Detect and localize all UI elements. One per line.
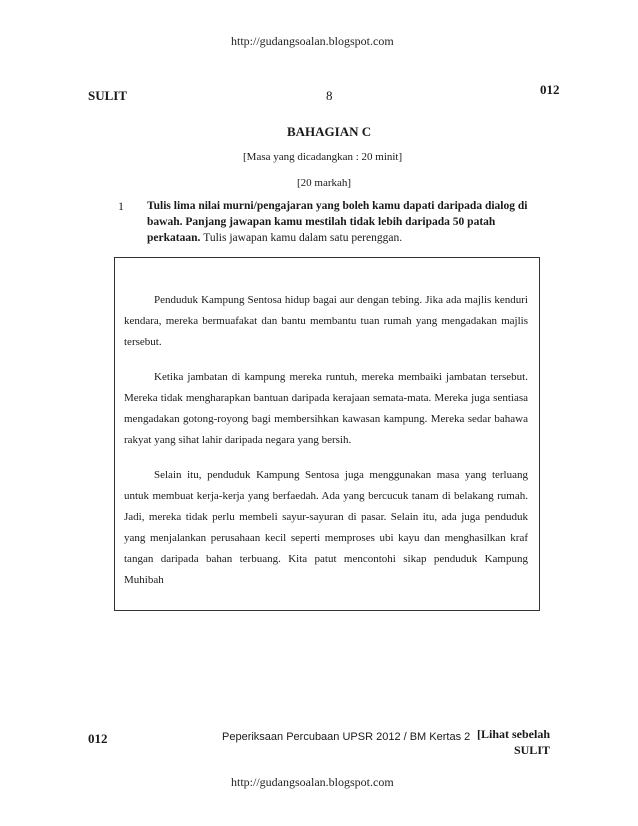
instruction-line-2 xyxy=(147,214,532,246)
passage-paragraph: Selain itu, penduduk Kampung Sentosa juga menggunakan masa yang terluang untuk membuat kerja-kerja yang berfaedah. Ada yang bercucuk tanam di belakang rumah. Jadi, mereka tidak perlu membeli sayur-sayuran di pasar. Selain itu, ada juga penduduk yang menjalankan perusahaan kecil seperti memproses ubi kayu dan menghasilkan kraf tangan daripada bahan terbuang. Kita patut mencontohi sikap penduduk Kampung Muhibah xyxy=(124,469,528,586)
instruction-emphasis: tidak lebih daripada 50 patah perkataan. xyxy=(147,216,496,244)
header-code: 012 xyxy=(540,82,560,97)
footer-code: 012 xyxy=(88,731,108,746)
section-time: [Masa yang dicadangkan : 20 minit] xyxy=(243,151,403,163)
bottom-url: http://gudangsoalan.blogspot.com xyxy=(231,775,394,789)
section-marks: [20 markah] xyxy=(297,177,352,189)
footer-next-page xyxy=(466,726,550,758)
footer-sulit: SULIT xyxy=(513,743,550,757)
passage-paragraph: Ketika jambatan di kampung mereka runtuh, mereka membaiki jambatan tersebut. Mereka tidak mengharapkan bantuan daripada kerajaan semata-mata. Mereka juga sentiasa mengadakan gotong-royong bagi membersihkan kawasan kampung. Mereka sedar bahawa rakyat yang sihat lahir daripada negara yang bersih. xyxy=(124,371,528,446)
footer-next-label: [Lihat sebelah xyxy=(476,727,550,741)
passage-text xyxy=(124,290,528,591)
instruction-line-1: Tulis lima nilai murni/pengajaran yang boleh kamu dapati daripada dialog di xyxy=(147,200,528,212)
top-url: http://gudangsoalan.blogspot.com xyxy=(231,34,394,48)
page-number: 8 xyxy=(326,88,333,103)
passage-box xyxy=(114,257,540,611)
instruction-text: bawah. Panjang jawapan kamu mestilah xyxy=(147,216,347,228)
section-title: BAHAGIAN C xyxy=(287,124,372,139)
passage-paragraph: Penduduk Kampung Sentosa hidup bagai aur dengan tebing. Jika ada majlis kenduri kendara, mereka bermuafakat dan bantu membantu tuan rumah yang mengadakan majlis tersebut. xyxy=(124,294,528,348)
instruction-tail: Tulis jawapan kamu dalam satu perenggan. xyxy=(203,232,403,244)
question-number: 1 xyxy=(118,199,124,213)
header-sulit: SULIT xyxy=(88,88,128,103)
question-instruction xyxy=(147,198,532,246)
footer-exam-title: Peperiksaan Percubaan UPSR 2012 / BM Kertas 2 xyxy=(222,731,471,743)
